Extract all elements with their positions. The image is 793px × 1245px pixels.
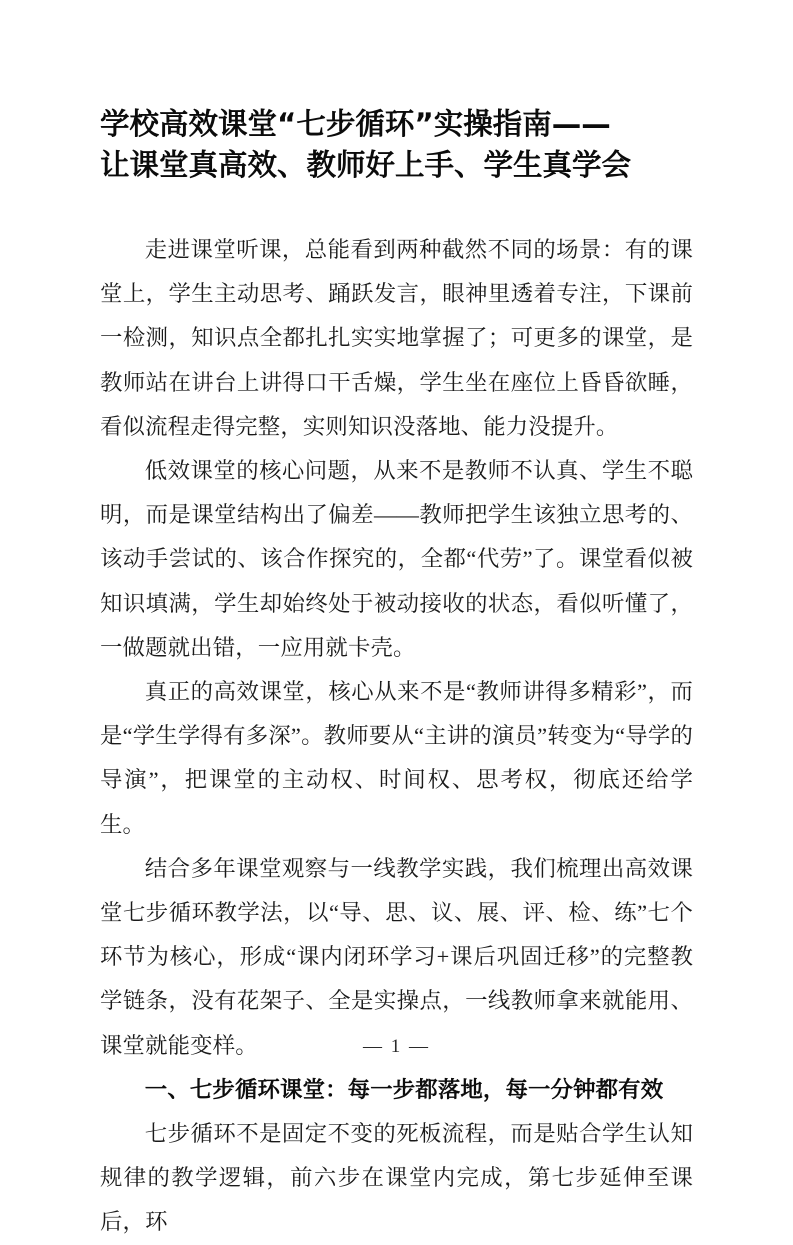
body-paragraph-4: 结合多年课堂观察与一线教学实践，我们梳理出高效课堂七步循环教学法，以“导、思、议、展、评、检、练”七个环节为核心，形成“课内闭环学习+课后巩固迁移”的完整教学链条，没有花架子、全是实操点，一线教师拿来就能用、课堂就能变样。 xyxy=(100,855,693,1058)
body-paragraph-5: 七步循环不是固定不变的死板流程，而是贴合学生认知规律的教学逻辑，前六步在课堂内完成，第七步延伸至课后，环 xyxy=(100,1121,693,1235)
body-paragraph-1: 走进课堂听课，总能看到两种截然不同的场景：有的课堂上，学生主动思考、踊跃发言，眼神里透着专注，下课前一检测，知识点全都扎扎实实地掌握了；可更多的课堂，是教师站在讲台上讲得口干舌燥，学生坐在座位上昏昏欲睡，看似流程走得完整，实则知识没落地、能力没提升。 xyxy=(100,237,693,439)
page-number-footer: — 1 — xyxy=(363,1036,430,1057)
section-heading-1: 一、七步循环课堂：每一步都落地，每一分钟都有效 xyxy=(144,1076,664,1102)
body-paragraph-2: 低效课堂的核心问题，从来不是教师不认真、学生不聪明，而是课堂结构出了偏差——教师把学生该独立思考的、该动手尝试的、该合作探究的，全都“代劳”了。课堂看似被知识填满，学生却始终处于被动接收的状态，看似听懂了，一做题就出错，一应用就卡壳。 xyxy=(100,458,693,660)
document-body xyxy=(100,228,693,1245)
page-title-line-1: 学校高效课堂“七步循环”实操指南—— xyxy=(100,107,611,141)
body-paragraph-3: 真正的高效课堂，核心从来不是“教师讲得多精彩”，而是“学生学得有多深”。教师要从“主讲的演员”转变为“导学的导演”，把课堂的主动权、时间权、思考权，彻底还给学生。 xyxy=(100,679,693,837)
page-title xyxy=(100,104,693,186)
page-title-line-2: 让课堂真高效、教师好上手、学生真学会 xyxy=(100,148,632,182)
